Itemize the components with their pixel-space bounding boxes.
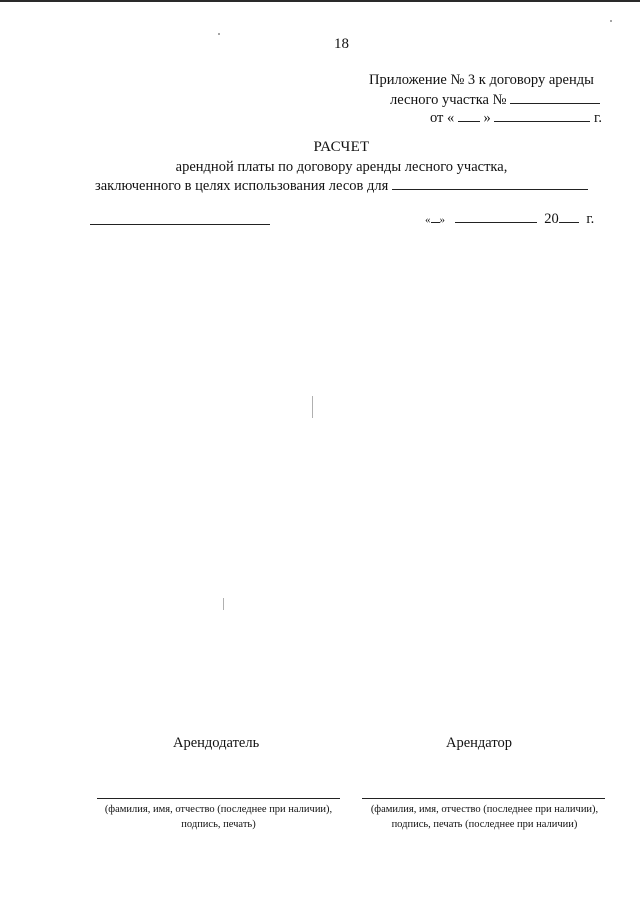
subtitle-line-2	[95, 177, 588, 195]
appendix-line-2	[390, 91, 600, 109]
lessee-signature-line[interactable]	[362, 798, 605, 799]
scan-fold-mark	[223, 598, 224, 610]
lessor-label: Арендодатель	[173, 735, 260, 751]
appendix-day-blank[interactable]	[458, 109, 480, 122]
document-title: РАСЧЕТ	[313, 139, 370, 155]
lessee-caption-line-2: подпись, печать (последнее при наличии)	[391, 819, 578, 830]
purpose-blank[interactable]	[392, 177, 588, 190]
lessee-caption-line-1: (фамилия, имя, отчество (последнее при наличии),	[370, 804, 599, 815]
lessor-signature-line[interactable]	[97, 798, 340, 799]
date-month-blank[interactable]	[455, 210, 537, 223]
appendix-month-year-blank[interactable]	[494, 109, 590, 122]
subtitle-line-1: арендной платы по договору аренды лесного участка,	[175, 159, 508, 175]
appendix-line-3	[430, 109, 602, 127]
scan-dust-mark	[218, 33, 220, 35]
scan-dust-mark	[610, 20, 612, 22]
appendix-date-open: от «	[430, 110, 455, 126]
lessor-caption	[90, 802, 347, 832]
date-year-blank[interactable]	[559, 210, 579, 223]
appendix-line-1: Приложение № 3 к договору аренды	[369, 72, 594, 88]
appendix-line-2-text: лесного участка №	[390, 92, 507, 108]
page-top-edge	[0, 0, 640, 2]
date-open-quote: «	[425, 214, 431, 226]
date-year-prefix: 20	[544, 211, 559, 227]
date-close-quote: »	[439, 214, 445, 226]
page-number: 18	[334, 36, 349, 52]
date-year-suffix: г.	[586, 211, 595, 227]
lessor-caption-line-1: (фамилия, имя, отчество (последнее при наличии),	[104, 804, 333, 815]
appendix-year-suffix: г.	[594, 110, 602, 126]
lessor-caption-line-2: подпись, печать)	[181, 819, 256, 830]
subtitle-line-2-text: заключенного в целях использования лесов для	[95, 178, 389, 194]
scan-fold-mark	[312, 396, 313, 418]
appendix-date-close: »	[483, 110, 491, 126]
contract-number-blank[interactable]	[510, 91, 600, 104]
lessee-caption	[356, 802, 613, 832]
place-blank[interactable]	[90, 224, 270, 225]
date-day-blank[interactable]	[431, 210, 440, 223]
lessee-label: Арендатор	[446, 735, 513, 751]
date-line	[425, 210, 594, 228]
